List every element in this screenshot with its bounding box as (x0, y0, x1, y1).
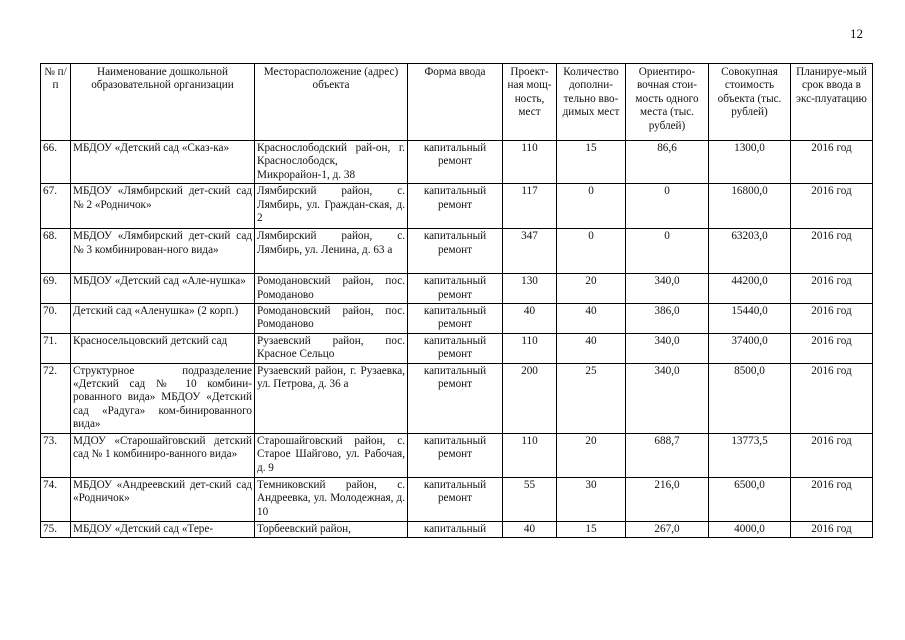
row-number: 68. (41, 229, 71, 274)
row-number: 74. (41, 477, 71, 521)
org-name: МБДОУ «Детский сад «Сказ-ка» (71, 141, 255, 184)
header-capacity: Проект-ная мощ-ность, мест (503, 64, 557, 141)
form-type: капитальный ремонт (408, 304, 503, 334)
added-places: 15 (557, 141, 626, 184)
capacity: 110 (503, 433, 557, 477)
total-cost: 44200,0 (709, 274, 791, 304)
total-cost: 1300,0 (709, 141, 791, 184)
header-form: Форма ввода (408, 64, 503, 141)
cost-per-place: 267,0 (626, 521, 709, 537)
capacity: 200 (503, 363, 557, 433)
address: Темниковский район, с. Андреевка, ул. Молодежная, д. 10 (255, 477, 408, 521)
capacity: 347 (503, 229, 557, 274)
form-type: капитальный ремонт (408, 229, 503, 274)
capacity: 40 (503, 521, 557, 537)
total-cost: 13773,5 (709, 433, 791, 477)
deadline: 2016 год (791, 229, 873, 274)
table-row (41, 333, 873, 363)
added-places: 20 (557, 433, 626, 477)
cost-per-place: 340,0 (626, 333, 709, 363)
cost-per-place: 386,0 (626, 304, 709, 334)
row-number: 75. (41, 521, 71, 537)
cost-per-place: 340,0 (626, 363, 709, 433)
form-type: капитальный ремонт (408, 274, 503, 304)
cost-per-place: 688,7 (626, 433, 709, 477)
row-number: 66. (41, 141, 71, 184)
header-address: Месторасположение (адрес) объекта (255, 64, 408, 141)
org-name: МБДОУ «Андреевский дет-ский сад «Родничок» (71, 477, 255, 521)
form-type: капитальный ремонт (408, 333, 503, 363)
address: Рузаевский район, пос. Красное Сельцо (255, 333, 408, 363)
capacity: 117 (503, 184, 557, 229)
org-name: МДОУ «Старошайговский детский сад № 1 комбиниро-ванного вида» (71, 433, 255, 477)
table-row (41, 184, 873, 229)
form-type: капитальный ремонт (408, 363, 503, 433)
table-row (41, 229, 873, 274)
org-name: МБДОУ «Детский сад «Тере- (71, 521, 255, 537)
form-type: капитальный ремонт (408, 477, 503, 521)
cost-per-place: 340,0 (626, 274, 709, 304)
table-row (41, 433, 873, 477)
org-name: Детский сад «Аленушка» (2 корп.) (71, 304, 255, 334)
added-places: 30 (557, 477, 626, 521)
added-places: 25 (557, 363, 626, 433)
org-name: МБДОУ «Лямбирский дет-ский сад № 2 «Родничок» (71, 184, 255, 229)
added-places: 15 (557, 521, 626, 537)
deadline: 2016 год (791, 274, 873, 304)
table-row (41, 304, 873, 334)
total-cost: 63203,0 (709, 229, 791, 274)
address: Краснослободский рай-он, г. Краснослободск, Микрорайон-1, д. 38 (255, 141, 408, 184)
cost-per-place: 86,6 (626, 141, 709, 184)
address: Лямбирский район, с. Лямбирь, ул. Граждан-ская, д. 2 (255, 184, 408, 229)
row-number: 71. (41, 333, 71, 363)
table-row (41, 141, 873, 184)
header-name: Наименование дошкольной образовательной организации (71, 64, 255, 141)
capacity: 110 (503, 141, 557, 184)
deadline: 2016 год (791, 141, 873, 184)
address: Рузаевский район, г. Рузаевка, ул. Петрова, д. 36 а (255, 363, 408, 433)
added-places: 0 (557, 184, 626, 229)
form-type: капитальный ремонт (408, 433, 503, 477)
deadline: 2016 год (791, 521, 873, 537)
row-number: 72. (41, 363, 71, 433)
row-number: 73. (41, 433, 71, 477)
total-cost: 8500,0 (709, 363, 791, 433)
table-row (41, 521, 873, 537)
address: Ромодановский район, пос. Ромоданово (255, 304, 408, 334)
total-cost: 6500,0 (709, 477, 791, 521)
org-name: МБДОУ «Лямбирский дет-ский сад № 3 комбинирован-ного вида» (71, 229, 255, 274)
header-total-cost: Совокупная стоимость объекта (тыс. рублей) (709, 64, 791, 141)
added-places: 40 (557, 333, 626, 363)
capacity: 110 (503, 333, 557, 363)
deadline: 2016 год (791, 184, 873, 229)
capacity: 130 (503, 274, 557, 304)
capacity: 40 (503, 304, 557, 334)
org-name: Структурное подразделение «Детский сад № 10 комбини-рованного вида» МБДОУ «Детский сад «Радуга» ком-бинированного вида» (71, 363, 255, 433)
row-number: 67. (41, 184, 71, 229)
capacity: 55 (503, 477, 557, 521)
total-cost: 37400,0 (709, 333, 791, 363)
cost-per-place: 0 (626, 184, 709, 229)
table-header-row (41, 64, 873, 141)
deadline: 2016 год (791, 477, 873, 521)
form-type: капитальный (408, 521, 503, 537)
org-name: Красносельцовский детский сад (71, 333, 255, 363)
address: Ромодановский район, пос. Ромоданово (255, 274, 408, 304)
added-places: 0 (557, 229, 626, 274)
table-row (41, 274, 873, 304)
cost-per-place: 0 (626, 229, 709, 274)
header-cost-per-place: Ориентиро-вочная стои-мость одного места (тыс. рублей) (626, 64, 709, 141)
added-places: 20 (557, 274, 626, 304)
cost-per-place: 216,0 (626, 477, 709, 521)
header-deadline: Планируе-мый срок ввода в экс-плуатацию (791, 64, 873, 141)
total-cost: 16800,0 (709, 184, 791, 229)
form-type: капитальный ремонт (408, 141, 503, 184)
page-number: 12 (850, 26, 863, 41)
kindergarten-table (40, 63, 873, 538)
header-number: № п/п (41, 64, 71, 141)
address: Торбеевский район, (255, 521, 408, 537)
header-added-places: Количество дополни-тельно вво-димых мест (557, 64, 626, 141)
table-row (41, 477, 873, 521)
deadline: 2016 год (791, 363, 873, 433)
added-places: 40 (557, 304, 626, 334)
address: Лямбирский район, с. Лямбирь, ул. Ленина, д. 63 а (255, 229, 408, 274)
deadline: 2016 год (791, 333, 873, 363)
form-type: капитальный ремонт (408, 184, 503, 229)
org-name: МБДОУ «Детский сад «Але-нушка» (71, 274, 255, 304)
total-cost: 4000,0 (709, 521, 791, 537)
deadline: 2016 год (791, 433, 873, 477)
row-number: 70. (41, 304, 71, 334)
row-number: 69. (41, 274, 71, 304)
address: Старошайговский район, с. Старое Шайгово, ул. Рабочая, д. 9 (255, 433, 408, 477)
deadline: 2016 год (791, 304, 873, 334)
total-cost: 15440,0 (709, 304, 791, 334)
table-row (41, 363, 873, 433)
